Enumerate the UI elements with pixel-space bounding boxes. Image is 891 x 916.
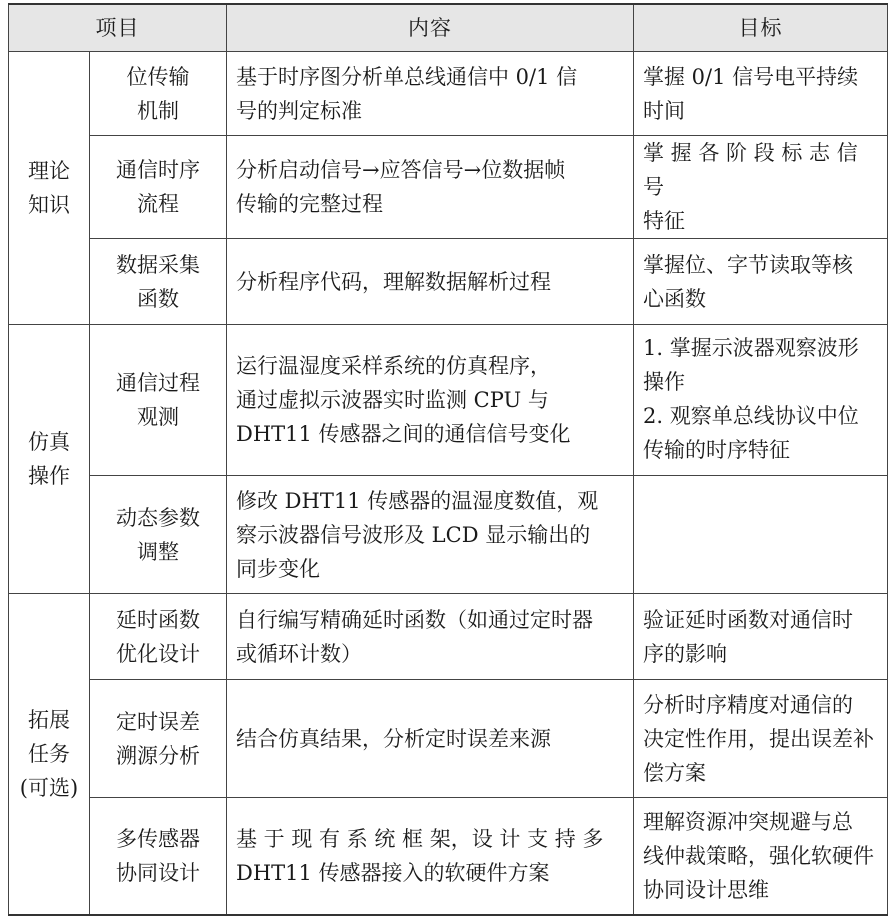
subitem-cell [90,798,227,915]
subitem-cell [90,594,227,680]
subitem-cell [90,680,227,798]
content-text: 运行温湿度采样系统的仿真程序， 通过虚拟示波器实时监测 CPU 与 DHT11 传感器之间的通信信号变化 [236,354,571,446]
goal-cell [634,594,888,680]
subitem-label: 位传输 机制 [126,64,190,123]
table-row [9,798,888,915]
category-extension [9,594,90,915]
content-text: 修改 DHT11 传感器的温湿度数值，观 察示波器信号波形及 LCD 显示输出的 同步变化 [236,488,599,581]
goal-cell [634,239,888,325]
content-text: 自行编写精确延时函数（如通过定时器 或循环计数） [236,607,593,666]
table-row [9,325,888,476]
table-row [9,136,888,239]
content-text: 分析程序代码，理解数据解析过程 [236,269,551,294]
course-content-table [8,3,888,916]
subitem-label: 定时误差 溯源分析 [116,709,200,768]
table-row [9,239,888,325]
goal-cell [634,52,888,136]
content-cell [227,798,634,915]
category-label: 理论 知识 [28,159,70,217]
header-content: 内容 [227,4,634,52]
subitem-cell [90,476,227,594]
subitem-label: 通信时序 流程 [116,158,200,216]
goal-text: 理解资源冲突规避与总 线仲裁策略，强化软硬件 协同设计思维 [643,809,874,902]
goal-cell [634,798,888,915]
goal-text: 1. 掌握示波器观察波形 操作 2. 观察单总线协议中位 传输的时序特征 [643,336,859,462]
goal-cell [634,136,888,239]
content-cell [227,239,634,325]
content-cell [227,594,634,680]
header-item: 项目 [9,4,227,52]
content-cell [227,136,634,239]
content-text: 结合仿真结果，分析定时误差来源 [236,726,551,751]
content-text: 基于时序图分析单总线通信中 0/1 信 号的判定标准 [236,64,578,123]
table-row [9,594,888,680]
table-row [9,52,888,136]
header-goal: 目标 [634,4,888,52]
subitem-label: 通信过程 观测 [116,371,200,429]
content-text: 基 于 现 有 系 统 框 架，设 计 支 持 多 DHT11 传感器接入的软硬件方案 [236,826,604,885]
goal-cell-empty [634,476,888,594]
content-cell [227,52,634,136]
goal-cell [634,325,888,476]
category-label: 拓展 任务 (可选) [19,707,79,800]
category-label: 仿真 操作 [28,430,70,488]
goal-text: 掌握 0/1 信号电平持续 时间 [643,64,859,123]
goal-text: 验证延时函数对通信时 序的影响 [643,607,853,666]
table-row [9,680,888,798]
subitem-cell [90,325,227,476]
content-cell [227,325,634,476]
category-theory [9,52,90,325]
subitem-cell [90,136,227,239]
subitem-label: 多传感器 协同设计 [116,826,200,885]
table-row [9,476,888,594]
content-text: 分析启动信号→应答信号→位数据帧 传输的完整过程 [236,158,566,216]
subitem-label: 延时函数 优化设计 [116,607,200,666]
content-cell [227,680,634,798]
header-row [9,4,888,52]
subitem-cell [90,52,227,136]
goal-cell [634,680,888,798]
subitem-cell [90,239,227,325]
subitem-label: 数据采集 函数 [116,252,200,311]
subitem-label: 动态参数 调整 [116,505,200,564]
goal-text: 掌 握 各 阶 段 标 志 信 号 特征 [643,141,858,233]
goal-text: 掌握位、字节读取等核 心函数 [643,252,853,311]
category-simulation [9,325,90,594]
goal-text: 分析时序精度对通信的 决定性作用，提出误差补 偿方案 [643,692,874,785]
content-cell [227,476,634,594]
